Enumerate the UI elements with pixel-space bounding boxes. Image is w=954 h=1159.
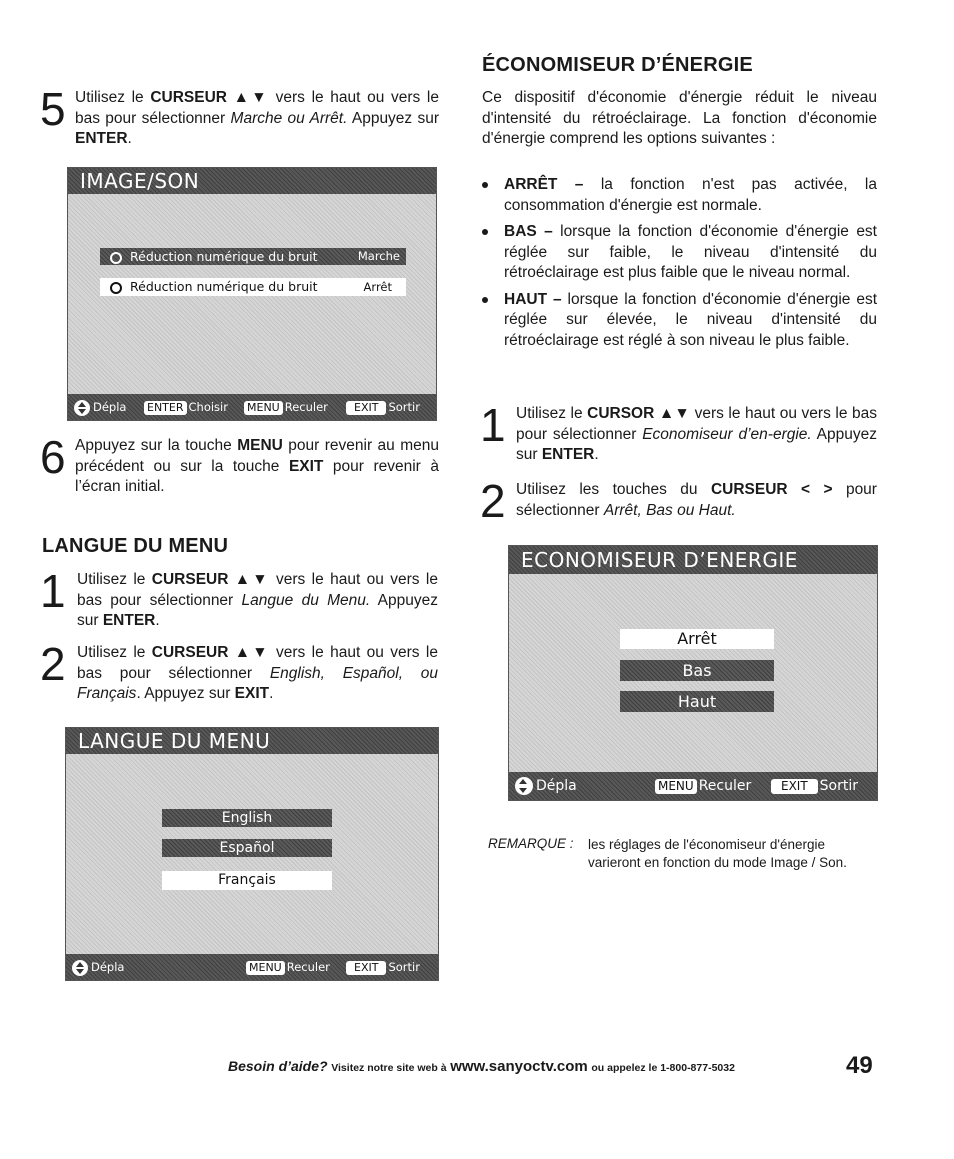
menu-option-english[interactable]: English bbox=[162, 809, 332, 827]
menu-option-arret[interactable]: Arrêt bbox=[620, 629, 774, 649]
osd-title: IMAGE/SON bbox=[68, 168, 436, 194]
menu-option-espanol[interactable]: Español bbox=[162, 839, 332, 857]
section-heading-economiseur: ÉCONOMISEUR D’ÉNERGIE bbox=[482, 54, 753, 76]
economiseur-options-list bbox=[482, 175, 877, 357]
eco-step-1-text: Utilisez le CURSOR ▲▼ vers le haut ou vers le bas pour sélectionner Economiseur d’en-ergie. Appuyez sur ENTER. bbox=[516, 405, 877, 463]
enter-key: ENTER bbox=[144, 401, 187, 415]
up-down-arrows-icon bbox=[72, 960, 88, 976]
step-number: 2 bbox=[40, 638, 66, 690]
step-number: 6 bbox=[40, 431, 66, 483]
menu-key: MENU bbox=[655, 779, 697, 794]
note-text: les réglages de l'économiseur d'énergie varieront en fonction du mode Image / Son. bbox=[588, 837, 847, 870]
section-heading-langue: LANGUE DU MENU bbox=[42, 535, 229, 557]
radio-icon bbox=[110, 252, 122, 264]
step-number: 1 bbox=[480, 399, 506, 451]
menu-option-haut[interactable]: Haut bbox=[620, 691, 774, 712]
osd-footer: Dépla MENU Reculer EXIT Sortir bbox=[509, 772, 877, 800]
osd-title: ECONOMISEUR D’ENERGIE bbox=[509, 546, 877, 574]
menu-item-noise-reduction-off[interactable]: Réduction numérique du bruit Arrêt bbox=[100, 278, 406, 296]
osd-langue-screen bbox=[65, 727, 439, 981]
exit-key: EXIT bbox=[346, 401, 386, 415]
list-item: BAS – lorsque la fonction d'économie d'énergie est réglée sur faible, le niveau d'intensité du rétroéclairage est plus faible que le niveau normal. bbox=[482, 222, 877, 284]
step-6-text: Appuyez sur la touche MENU pour revenir au menu précédent ou sur la touche EXIT pour revenir à l’écran initial. bbox=[75, 437, 439, 495]
up-down-arrows-icon bbox=[74, 400, 90, 416]
footer-call: ou appelez le 1-800-877-5032 bbox=[591, 1062, 735, 1074]
osd-image-son-screen bbox=[67, 167, 437, 421]
menu-option-bas[interactable]: Bas bbox=[620, 660, 774, 681]
menu-key: MENU bbox=[246, 961, 285, 975]
menu-option-francais[interactable]: Français bbox=[162, 871, 332, 890]
osd-footer: Dépla MENU Reculer EXIT Sortir bbox=[66, 954, 438, 980]
note-label: REMARQUE : bbox=[488, 836, 574, 851]
page-footer bbox=[228, 1058, 735, 1075]
bullet-icon bbox=[482, 229, 488, 235]
footer-url[interactable]: www.sanyoctv.com bbox=[450, 1058, 588, 1075]
footer-visit: Visitez notre site web à bbox=[331, 1062, 447, 1074]
exit-key: EXIT bbox=[771, 779, 818, 794]
exit-key: EXIT bbox=[346, 961, 386, 975]
langue-step-1-text: Utilisez le CURSEUR ▲▼ vers le haut ou vers le bas pour sélectionner Langue du Menu. Appuyez sur ENTER. bbox=[77, 571, 438, 629]
menu-item-noise-reduction-on[interactable]: Réduction numérique du bruit Marche bbox=[100, 248, 406, 265]
radio-icon bbox=[110, 282, 122, 294]
list-item: HAUT – lorsque la fonction d'économie d'énergie est réglée sur élevée, le niveau d'intensité du rétroéclairage est réglé à son niveau le plus faible. bbox=[482, 290, 877, 352]
up-down-arrows-icon bbox=[515, 777, 533, 795]
osd-footer: Dépla ENTER Choisir MENU Reculer EXIT Sortir bbox=[68, 394, 436, 420]
economiseur-intro: Ce dispositif d'économie d'énergie réduit le niveau d'intensité du rétroéclairage. La fonction d'économie d'énergie comprend les options suivantes : bbox=[482, 89, 877, 147]
page-number: 49 bbox=[846, 1052, 873, 1079]
eco-step-2-text: Utilisez les touches du CURSEUR < > pour sélectionner Arrêt, Bas ou Haut. bbox=[516, 481, 877, 519]
menu-key: MENU bbox=[244, 401, 283, 415]
step-number: 5 bbox=[40, 83, 66, 135]
osd-economiseur-screen bbox=[508, 545, 878, 801]
list-item: ARRÊT – la fonction n'est pas activée, la consommation d'énergie est normale. bbox=[482, 175, 877, 216]
bullet-icon bbox=[482, 182, 488, 188]
langue-step-2-text: Utilisez le CURSEUR ▲▼ vers le haut ou vers le bas pour sélectionner English, Español, ou Français. Appuyez sur EXIT. bbox=[77, 644, 438, 702]
step-number: 1 bbox=[40, 565, 66, 617]
step-number: 2 bbox=[480, 475, 506, 527]
bullet-icon bbox=[482, 297, 488, 303]
footer-help: Besoin d’aide? bbox=[228, 1058, 328, 1074]
step-5-text: Utilisez le CURSEUR ▲▼ vers le haut ou vers le bas pour sélectionner Marche ou Arrêt. Appuyez sur ENTER. bbox=[75, 89, 440, 147]
osd-title: LANGUE DU MENU bbox=[66, 728, 438, 754]
